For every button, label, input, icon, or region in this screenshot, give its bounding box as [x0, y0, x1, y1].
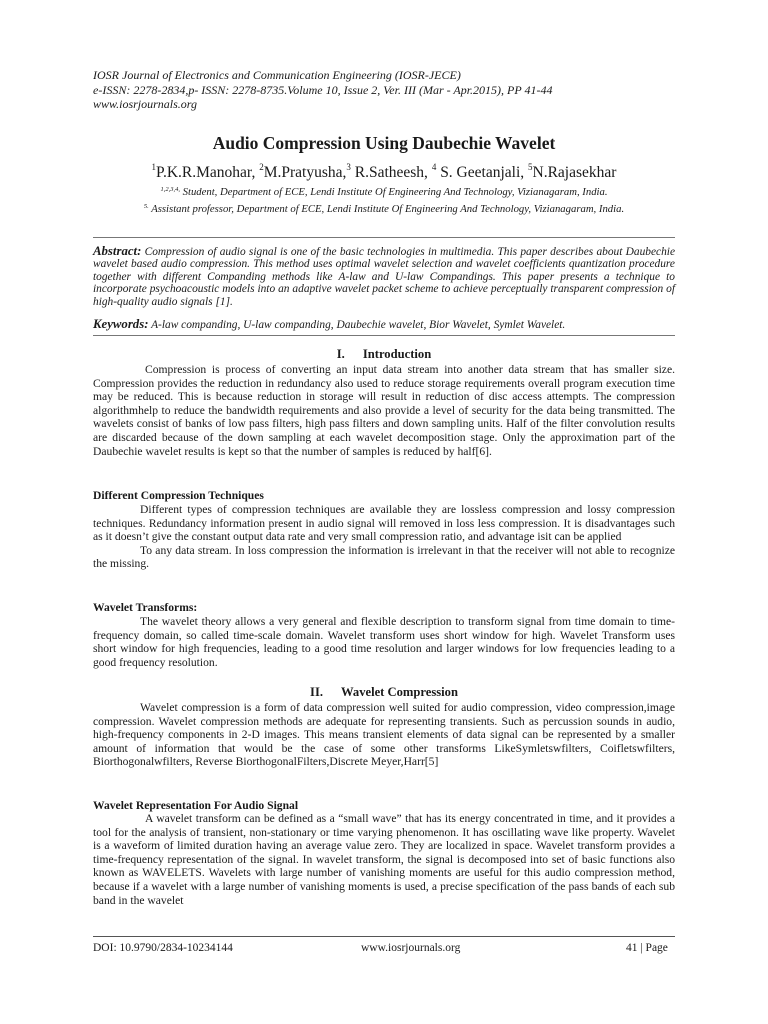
- affiliation-2-text: Assistant professor, Department of ECE, Lendi Institute Of Engineering And Technology, Vizianagaram, India.: [148, 202, 625, 215]
- footer-site: www.iosrjournals.org: [361, 942, 461, 954]
- paragraph: Different types of compression techniques are available they are lossless compression and lossy compression techniques. Redundancy information present in audio signal will removed in loss less compression. It is disadvantages such as it doesn’t give the constant output data rate and very small compression ratio, and advantage isit can be applied: [93, 503, 675, 544]
- paragraph: The wavelet theory allows a very general and flexible description to transform signal from time domain to time-frequency domain, so called time-scale domain. Wavelet transform uses short window for high. Wavelet Transform uses short window for high frequencies, leading to a good time resolution and larger windows for low frequencies leading to a good frequency resolution.: [93, 615, 675, 669]
- keywords-label: Keywords:: [93, 317, 149, 331]
- paragraph: Compression is process of converting an input data stream into another data stream that has smaller size. Compression provides the reduction in redundancy also used to reduce storage requirements overall program execution time may be reduced. This is because reduction in storage will result in reduction of disc access attempts. The compression algorithmhelp to reduce the bandwidth requirements and also provide a level of security for the data being transmitted. The wavelets consist of banks of low pass filters, high pass filters and down sampling units. Half of the filter convolution results are discarded because of the down sampling at each wavelet decomposition stage. Only the approximation part of the Daubechie wavelet results is kept so that the number of samples is reduced by half[6].: [93, 363, 675, 458]
- affiliation-1-text: Student, Department of ECE, Lendi Institute Of Engineering And Technology, Vizianagaram, India.: [179, 186, 608, 198]
- paragraph: A wavelet transform can be defined as a “small wave” that has its energy concentrated in time, and it provides a tool for the analysis of transient, non-stationary or time varying phenomenon. It has oscillating wave like property. Wavelet is a waveform of limited duration having an average value zero. They are localized in space. Wavelet transform provides a time-frequency representation of the signal. In wavelet transform, the signal is decomposed into set of basic functions also known as WAVELETS. Wavelets with large number of vanishing moments are useful for this audio compression method, because if a wavelet with a large number of vanishing moments is used, a precise specification of the pass bands of each sub band in the wavelet: [93, 812, 675, 907]
- footer-page-number: 41 | Page: [626, 942, 668, 954]
- subheading-compression-techniques: Different Compression Techniques: [93, 489, 264, 502]
- author-5: N.Rajasekhar: [532, 164, 617, 181]
- author-1: P.K.R.Manohar,: [156, 164, 260, 181]
- footer-doi: DOI: 10.9790/2834-10234144: [93, 942, 233, 954]
- author-4: S. Geetanjali,: [436, 164, 528, 181]
- affiliation-professor: [90, 200, 678, 217]
- paragraph: Wavelet compression is a form of data compression well suited for audio compression, video compression,image compression. Wavelet compression methods are adequate for representing transients. Such as percussion sounds in audio, high-frequency components in 2-D images. This means transient elements of data signal can be represented by a smaller amount of information that would be the case of some other transforms LikeSymletswfilters, Coifletswfilters, Biorthogonalwfilters, Reverse BiorthogonalFilters,Discrete Meyer,Harr[5]: [93, 701, 675, 769]
- section-number: I.: [336, 347, 345, 361]
- journal-header: [93, 68, 693, 112]
- keywords-text: A-law companding, U-law companding, Daubechie wavelet, Bior Wavelet, Symlet Wavelet.: [148, 319, 566, 331]
- section-title: Introduction: [362, 347, 432, 361]
- journal-url: www.iosrjournals.org: [93, 97, 198, 111]
- affiliation-1-sup: 1,2,3,4,: [160, 186, 180, 193]
- section-heading-introduction: [93, 347, 675, 362]
- keywords: [93, 318, 675, 332]
- author-3: R.Satheesh,: [350, 164, 432, 181]
- affiliations: [90, 183, 678, 216]
- compression-techniques-body: [93, 503, 675, 571]
- section-heading-wavelet-compression: [93, 685, 675, 700]
- paragraph: To any data stream. In loss compression the information is irrelevant in that the receiver will not able to recognize the missing.: [93, 543, 675, 571]
- author-3-sup: 3: [346, 162, 351, 172]
- subheading-wavelet-transforms: Wavelet Transforms:: [93, 601, 198, 614]
- author-2: M.Pratyusha,: [263, 164, 347, 181]
- author-1-sup: 1: [151, 162, 157, 172]
- section-title: Wavelet Compression: [341, 685, 458, 699]
- abstract-bottom-rule: [93, 335, 675, 336]
- subheading-wavelet-representation: Wavelet Representation For Audio Signal: [93, 799, 299, 812]
- journal-issn: e-ISSN: 2278-2834,p- ISSN: 2278-8735.Volume 10, Issue 2, Ver. III (Mar - Apr.2015), PP 41-44: [93, 82, 553, 97]
- wavelet-representation-body: [93, 812, 675, 907]
- affiliation-2-sup: 5.: [143, 202, 149, 210]
- abstract-top-rule: [93, 237, 675, 238]
- author-5-sup: 5: [528, 162, 533, 172]
- abstract-text: Compression of audio signal is one of the basic technologies in multimedia. This paper describes about Daubechie wavelet based audio compression. This method uses optimal wavelet selection and wavelet coefficients quantization procedure together with different Companding methods like A-law and U-law Compandings. This paper presents a technique to incorporate psychoacoustic models into an adaptive wavelet packet scheme to achieve perceptually transparent compression of high-quality audio signals [1].: [93, 246, 675, 308]
- author-4-sup: 4: [431, 162, 437, 172]
- abstract-label: Abstract:: [93, 244, 142, 258]
- introduction-body: [93, 363, 675, 458]
- wavelet-compression-body: [93, 701, 675, 769]
- wavelet-transforms-body: [93, 615, 675, 669]
- affiliation-students: [90, 183, 678, 200]
- abstract: [93, 245, 675, 308]
- paper-title: Audio Compression Using Daubechie Wavelet: [212, 133, 556, 153]
- footer-rule: [93, 936, 675, 937]
- author-2-sup: 2: [259, 162, 264, 172]
- section-number: II.: [310, 685, 323, 699]
- journal-name: IOSR Journal of Electronics and Communication Engineering (IOSR-JECE): [93, 68, 461, 82]
- author-list: [60, 162, 708, 182]
